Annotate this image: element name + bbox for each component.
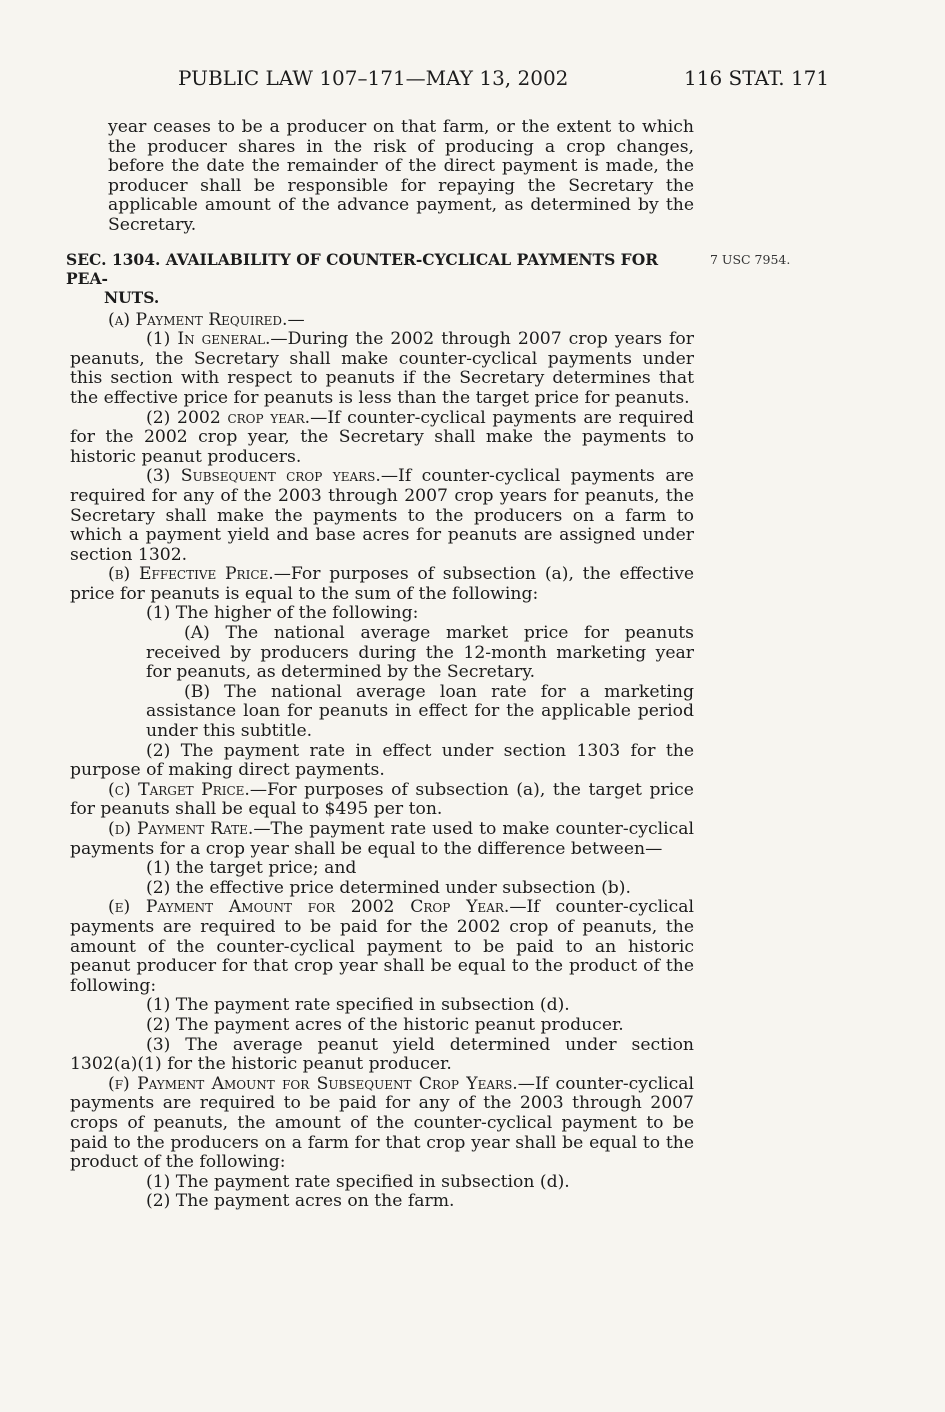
subsection-e	[70, 898, 694, 996]
paragraph-f1: (1) The payment rate specified in subsection (d).	[146, 1171, 570, 1192]
subparagraph-bB: (B) The national average loan rate for a marketing assistance loan for peanuts in effect for the applicable period under this subtitle.	[146, 681, 694, 742]
running-head-title: PUBLIC LAW 107–171—MAY 13, 2002	[178, 66, 569, 90]
paragraph-a1	[70, 330, 694, 408]
subsection-e-text: —If counter-cyclical payments are required to be paid for the 2002 crop of peanuts, the amount of the counter-cyclical payment to be paid to an historic peanut producer for that crop year shall be equal to the product of the following:	[70, 897, 694, 996]
subsection-d	[70, 820, 694, 859]
section-heading-line-1: SEC. 1304. AVAILABILITY OF COUNTER-CYCLICAL PAYMENTS FOR PEA-	[66, 249, 659, 288]
subsection-d-label: (d) Payment Rate.	[108, 819, 254, 839]
document-body	[66, 117, 694, 1212]
subsection-b	[70, 565, 694, 604]
subsection-d-text: —The payment rate used to make counter-cyclical payments for a crop year shall be equal to the difference between—	[70, 819, 694, 859]
paragraph-f2: (2) The payment acres on the farm.	[146, 1191, 455, 1212]
section-heading	[66, 250, 694, 307]
subsection-b-text: —For purposes of subsection (a), the effective price for peanuts is equal to the sum of the following:	[70, 564, 694, 604]
paragraph-e3: (3) The average peanut yield determined under section 1302(a)(1) for the historic peanut producer.	[70, 1034, 694, 1075]
statute-page-number: 116 STAT. 171	[684, 66, 830, 90]
subsection-b-label: (b) Effective Price.	[108, 564, 274, 585]
subsection-c	[70, 781, 694, 820]
usc-margin-note: 7 USC 7954.	[710, 252, 791, 267]
paragraph-d2: (2) the effective price determined under subsection (b).	[146, 877, 631, 898]
paragraph-a3-text: —If counter-cyclical payments are required for any of the 2003 through 2007 crop years for peanuts, the Secretary shall make the payments to the producers on a farm to which a payment yield and base acres for peanuts are assigned under section 1302.	[70, 466, 694, 565]
subsection-a-label: (a) Payment Required.—	[108, 309, 305, 330]
paragraph-a3	[70, 467, 694, 565]
subsection-e-label: (e) Payment Amount for 2002 Crop Year.	[108, 897, 510, 918]
section-heading-line-2: NUTS.	[104, 287, 160, 307]
paragraph-b1: (1) The higher of the following:	[146, 603, 419, 624]
paragraph-a3-label: (3) Subsequent crop years.	[146, 466, 381, 487]
subsection-f	[70, 1075, 694, 1173]
subsection-f-text: —If counter-cyclical payments are required to be paid for any of the 2003 through 2007 crops of peanuts, the amount of the counter-cyclical payment to be paid to the producers on a farm for that crop year shall be equal to the product of the following:	[70, 1073, 694, 1173]
paragraph-b2: (2) The payment rate in effect under section 1303 for the purpose of making direct payments.	[70, 740, 694, 781]
paragraph-a2	[70, 409, 694, 468]
subparagraph-bA: (A) The national average market price for peanuts received by producers during the 12-month marketing year for peanuts, as determined by the Secretary.	[146, 623, 694, 683]
paragraph-a2-text: —If counter-cyclical payments are required for the 2002 crop year, the Secretary shall make the payments to historic peanut producers.	[70, 407, 694, 467]
paragraph-d1: (1) the target price; and	[146, 858, 357, 879]
paragraph-a1-text: —During the 2002 through 2007 crop years for peanuts, the Secretary shall make counter-cyclical payments under this section with respect to peanuts if the Secretary determines that the effective price for peanuts is less than the target price for peanuts.	[70, 329, 694, 408]
carryover-paragraph: year ceases to be a producer on that farm, or the extent to which the producer shares in the risk of producing a crop changes, before the date the remainder of the direct payment is made, the producer shall be responsible for repaying the Secretary the applicable amount of the advance payment, as determined by the Secretary.	[108, 117, 694, 235]
page-header	[0, 66, 945, 96]
subsection-a-heading	[70, 311, 694, 331]
paragraph-e2: (2) The payment acres of the historic peanut producer.	[146, 1014, 624, 1035]
paragraph-a2-label: (2) 2002 crop year.	[146, 407, 311, 428]
subsection-c-text: —For purposes of subsection (a), the target price for peanuts shall be equal to $495 per ton.	[70, 779, 694, 820]
subsection-c-label: (c) Target Price.	[108, 779, 250, 800]
paragraph-e1: (1) The payment rate specified in subsection (d).	[146, 995, 570, 1016]
paragraph-a1-label: (1) In general.	[146, 329, 271, 350]
subsection-f-label: (f) Payment Amount for Subsequent Crop Years.	[108, 1073, 518, 1094]
